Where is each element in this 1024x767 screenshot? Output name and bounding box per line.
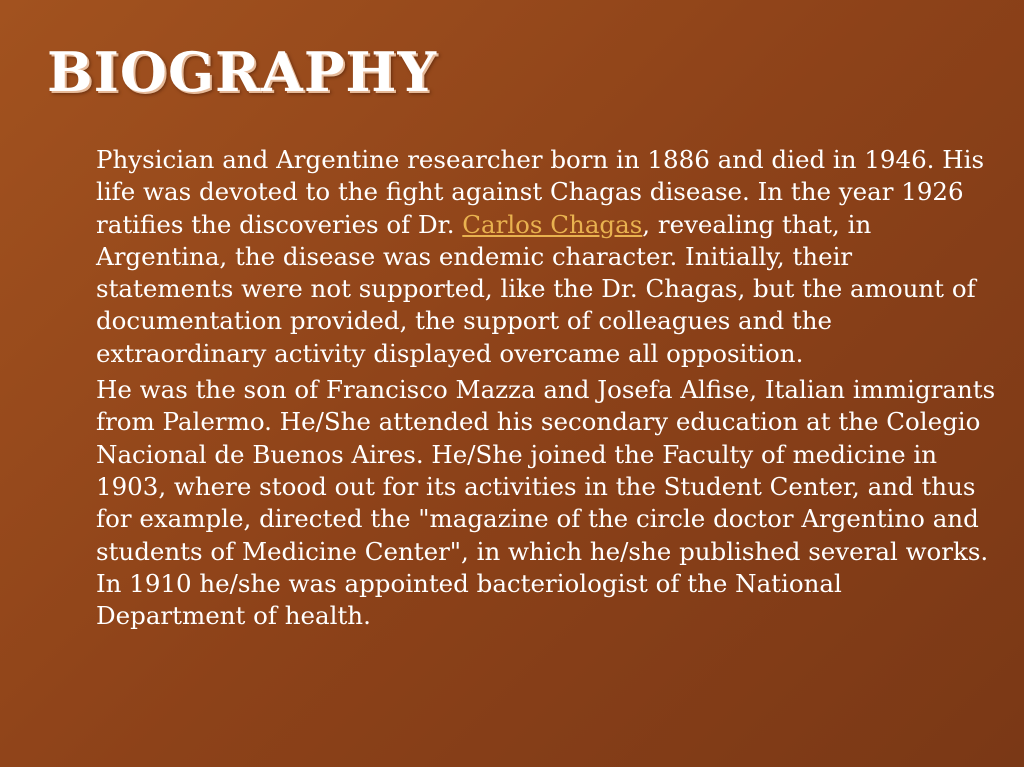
- paragraph-1-text-start: Physician and Argentine researcher born in 1886 and died in 1946. His life was devoted to the fight against Chagas disease. In the year 1926 ratifies the discoveries of Dr.: [96, 145, 985, 239]
- paragraph-1-text-end: , revealing that, in Argentina, the disease was endemic character. Initially, their statements were not supported, like the Dr. Chagas, but the amount of documentation provided, the support of colleagues and the extraordinary activity displayed overcame all opposition.: [96, 209, 976, 368]
- carlos-chagas-link[interactable]: Carlos Chagas: [462, 209, 643, 239]
- slide-title: BIOGRAPHY: [47, 40, 438, 104]
- biography-paragraph-2: He was the son of Francisco Mazza and Josefa Alfise, Italian immigrants from Palermo. He/She attended his secondary education at the Colegio Nacional de Buenos Aires. He/She joined the Faculty of medicine in 1903, where stood out for its activities in the Student Center, and thus for example, directed the "magazine of the circle doctor Argentino and students of Medicine Center", in which he/she published several works. In 1910 he/she was appointed bacteriologist of the National Department of health.: [96, 375, 996, 631]
- biography-paragraph-1: [96, 144, 996, 370]
- slide-body: [96, 144, 996, 636]
